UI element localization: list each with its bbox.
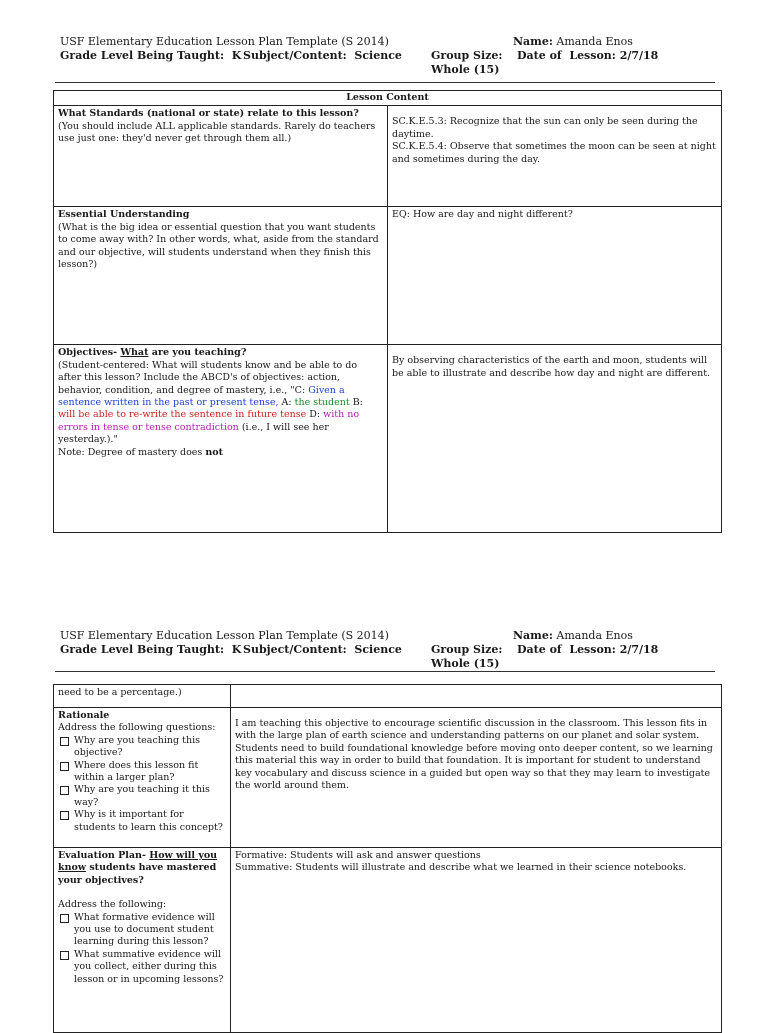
header-divider (55, 82, 715, 83)
standards-row (54, 106, 722, 207)
checkbox-icon (60, 786, 69, 795)
understanding-prompt (54, 207, 388, 345)
rationale-answer: I am teaching this objective to encourage scientific discussion in the classroom. This lesson fits in with the large plan of earth science and understanding patterns on our planet and solar system. Students need to build foundational knowledge before moving onto deeper content, so we learning this material this way in order to build that foundation. It is important for student to understand key vocabulary and discuss science in a guided but open way so that they may learn to investigate the world around them. (231, 708, 722, 848)
rationale-prompt (54, 708, 231, 848)
subject: Subject/Content: Science (243, 643, 402, 656)
rationale-heading: Rationale (58, 710, 110, 721)
checkbox-icon (60, 737, 69, 746)
standards-prompt (54, 106, 388, 207)
rationale-row (54, 708, 722, 848)
checkbox-icon (60, 762, 69, 771)
standards-heading: What Standards (national or state) relate to this lesson? (58, 108, 359, 120)
checklist-item: What formative evidence will you use to document student learning during this lesson? (58, 912, 226, 949)
table-title: Lesson Content (54, 91, 722, 106)
name-field: Name: Amanda Enos (513, 629, 633, 642)
grade-level: Grade Level Being Taught: K (60, 49, 242, 62)
evaluation-prompt (54, 848, 231, 1033)
evaluation-heading: Evaluation Plan- How will you know students have mastered your objectives? (58, 850, 218, 886)
rationale-checklist (58, 735, 226, 834)
summative-evidence: Summative: Students will illustrate and describe what we learned in their science notebooks. (235, 862, 687, 874)
header-divider (55, 671, 715, 672)
name-field: Name: Amanda Enos (513, 35, 633, 48)
group-size-label: Group Size: (431, 49, 503, 62)
objectives-row (54, 345, 722, 533)
page2-header (60, 629, 720, 671)
date-of-lesson: Date of Lesson: 2/7/18 (517, 49, 659, 62)
template-title: USF Elementary Education Lesson Plan Template (S 2014) (60, 35, 389, 48)
objectives-note: Note: Degree of mastery does not (58, 446, 223, 458)
checklist-item: Why are you teaching this objective? (58, 735, 226, 760)
grade-level: Grade Level Being Taught: K (60, 643, 242, 656)
evaluation-row (54, 848, 722, 1033)
checklist-item: What summative evidence will you collect, either during this lesson or in upcoming lessons? (58, 949, 226, 986)
group-size-label: Group Size: (431, 643, 503, 656)
understanding-row (54, 207, 722, 345)
continuation-text: need to be a percentage.) (54, 685, 231, 708)
page1-header (60, 35, 720, 77)
checklist-item: Where does this lesson fit within a larger plan? (58, 760, 226, 785)
group-size-value: Whole (15) (431, 63, 500, 76)
formative-evidence: Formative: Students will ask and answer questions (235, 850, 481, 861)
evaluation-checklist (58, 912, 226, 986)
evaluation-intro: Address the following: (58, 899, 167, 911)
rationale-intro: Address the following questions: (58, 722, 216, 734)
evaluation-answer (231, 848, 722, 1033)
checklist-item: Why are you teaching it this way? (58, 784, 226, 809)
checkbox-icon (60, 811, 69, 820)
template-title: USF Elementary Education Lesson Plan Template (S 2014) (60, 629, 389, 642)
standards-answer (388, 106, 722, 207)
standard-line: SC.K.E.5.3: Recognize that the sun can only be seen during the daytime. (392, 116, 698, 140)
checklist-item: Why is it important for students to learn this concept? (58, 809, 226, 834)
understanding-help: (What is the big idea or essential question that you want students to come away with? In other words, what, aside from the standard and our objective, will students understand when they finish this lesson?) (58, 221, 379, 271)
standards-help: (You should include ALL applicable standards. Rarely do teachers use just one: they'd never get through them all.) (58, 120, 376, 145)
objectives-help: (Student-centered: What will students know and be able to do after this lesson? Include the ABCD's of objectives: action, behavior, condition, and degree of mastery, i.e., "C: Given a sentence written in the past or present tense, A: the student B: will be able to re-write the sentence in future tense D: with no errors in tense or tense contradiction (i.e., I will see her yesterday.)." (58, 359, 363, 446)
standard-line: SC.K.E.5.4: Observe that sometimes the moon can be seen at night and sometimes during the day. (392, 141, 716, 165)
lesson-content-table-continued (53, 684, 722, 1033)
objectives-prompt (54, 345, 388, 533)
subject: Subject/Content: Science (243, 49, 402, 62)
understanding-heading: Essential Understanding (58, 209, 190, 221)
group-size-value: Whole (15) (431, 657, 500, 670)
checkbox-icon (60, 914, 69, 923)
continuation-row (54, 685, 722, 708)
objectives-heading: Objectives- What are you teaching? (58, 347, 247, 359)
lesson-content-table (53, 90, 722, 533)
objectives-answer: By observing characteristics of the earth and moon, students will be able to illustrate and describe how day and night are different. (388, 345, 722, 533)
understanding-answer: EQ: How are day and night different? (388, 207, 722, 345)
date-of-lesson: Date of Lesson: 2/7/18 (517, 643, 659, 656)
checkbox-icon (60, 951, 69, 960)
